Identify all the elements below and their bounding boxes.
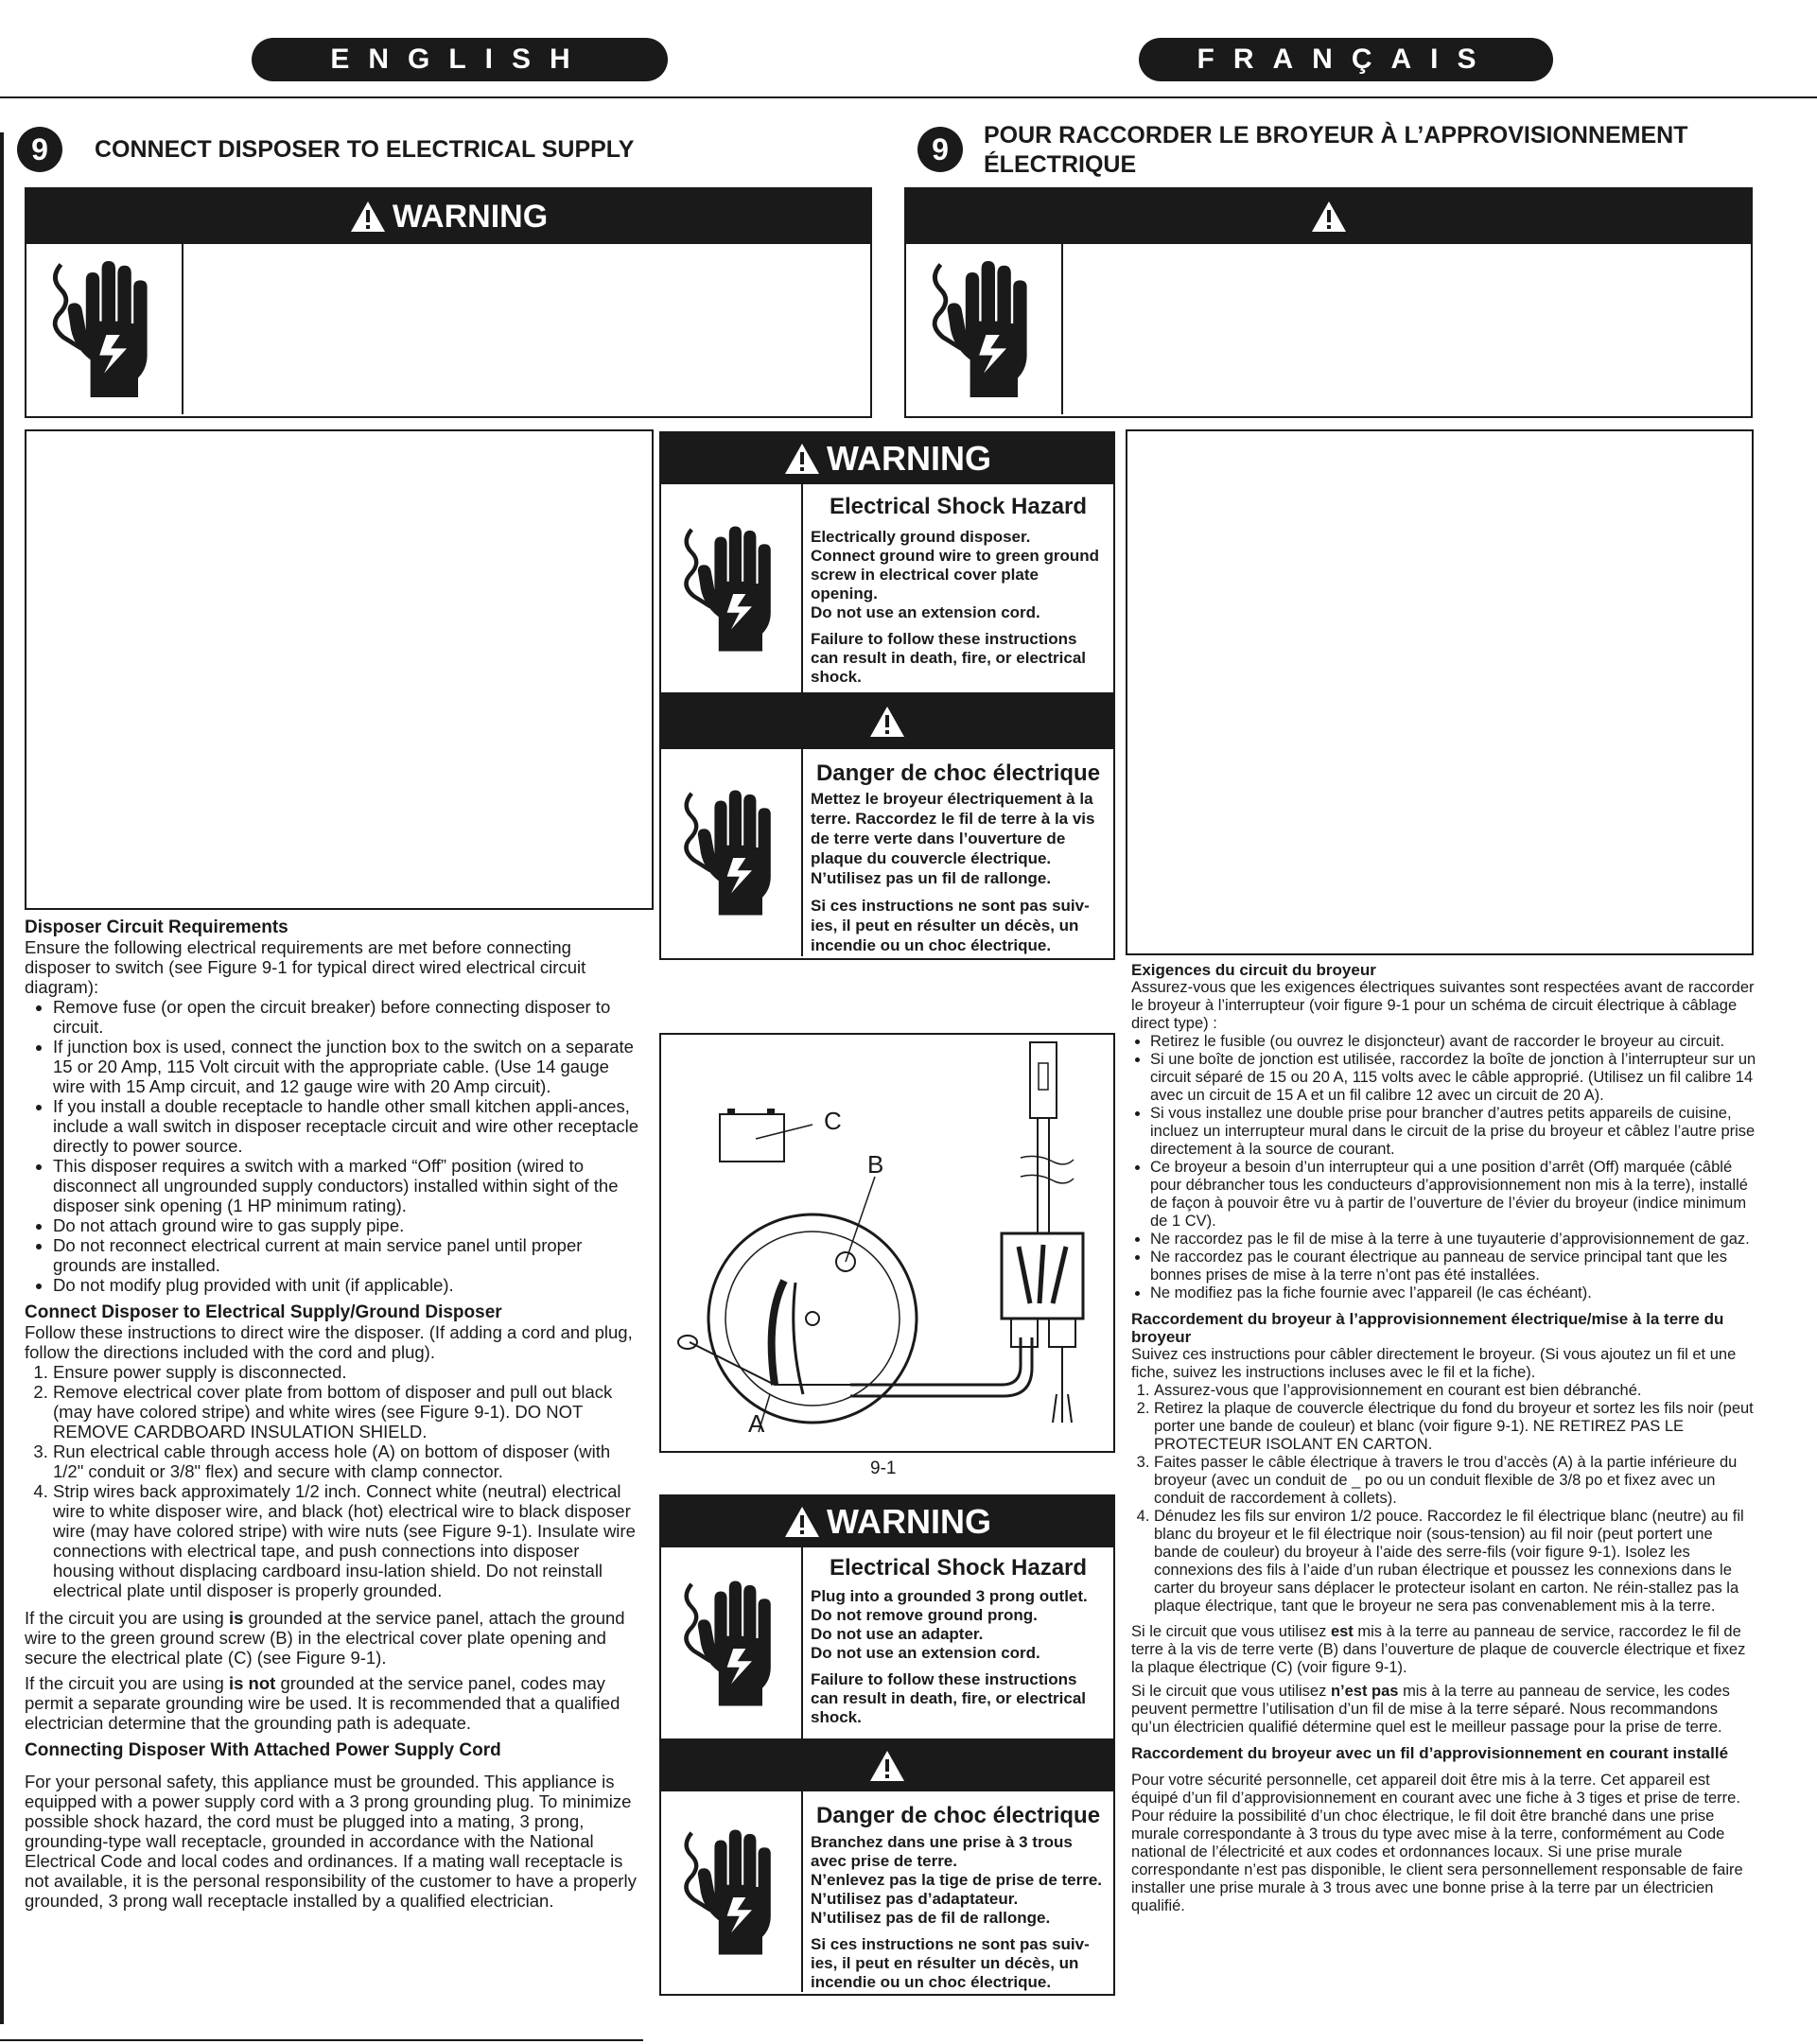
callout-c: C (824, 1107, 842, 1135)
warning-triangle-icon (1310, 200, 1348, 234)
list-item: • Do not attach ground wire to gas supply pipe. (53, 1215, 639, 1235)
list-item: • If junction box is used, connect the junction box to the switch on a separate 15 or 20 Amp, 115 Volt circuit with the appropriate cable. (Use 14 gauge wire with 15 Amp circuit, and 12 gauge wire with 20 Amp circuit). (53, 1037, 639, 1096)
warning-triangle-icon (783, 1505, 821, 1539)
list-item: 3. Run electrical cable through access hole (A) on bottom of disposer (with 1/2" conduit or 3/8" flex) and secure with clamp connector. (53, 1441, 639, 1481)
list-item: 3. Faites passer le câble électrique à travers le trou d’accès (A) à la partie inférieure du broyeur (avec un conduit de _ po ou un conduit flexible de 3/8 po et fixez avec un conduit de raccordement à collets). (1154, 1454, 1759, 1508)
connect-intro: Follow these instructions to direct wire the disposer. (If adding a cord and plug, follow the directions included with the cord and plug). (25, 1322, 633, 1362)
list-item: 4. Strip wires back approximately 1/2 inch. Connect white (neutral) electrical wire to white disposer wire, and black (hot) electrical wire to black disposer wire (may have colored stripe) with wire nuts (see Figure 9-1). Insulate wire connections with electrical tape, and push connections into disposer housing without displacing cardboard insu-lation shield. Do not reinstall electrical plate until disposer is properly grounded. (53, 1481, 639, 1600)
list-item: • If you install a double receptacle to handle other small kitchen appli-ances, include a wall switch in disposer receptacle circuit and wire other receptacle directly to power source. (53, 1096, 639, 1156)
warning-label-en: WARNING (392, 198, 549, 235)
cord-paragraph-fr: Pour votre sécurité personnelle, cet appareil doit être mis à la terre. Cet appareil est équipé d’un fil d’approvisionnement en courant avec une fiche à 3 tiges et prise de terre. Pour réduire la possibilité d’un choc électrique, le fil doit être branché dans une prise murale correspondante à 3 trous du type avec mise à la terre, conformément au Code national de l’électricité et aux codes et ordonnances locaux. Si une prise murale correspondante n’est pas disponible, le client sera personnellement responsable de faire installer une prise murale à 3 trous avec une bonne prise à la terre par un électricien qualifié. (1131, 1772, 1743, 1914)
danger-title-1: Danger de choc électrique (815, 760, 1101, 786)
warning-triangle-icon (868, 1749, 906, 1783)
electrical-shock-hand-icon (906, 244, 1063, 414)
cord-paragraph: For your personal safety, this appliance must be grounded. This appliance is equipped with a power supply cord with a 3 prong grounding plug. To minimize possible shock hazard, the cord must be plugged into a mating, 3 prong, grounding-type wall receptacle, grounded in accordance with the National Electrical Code and local codes and ordinances. If a mating wall receptacle is not available, it is the personal responsibility of the customer to have a properly grounded, 3 prong wall receptacle installed by a qualified electrician. (25, 1772, 637, 1911)
warning-bar-2 (661, 1496, 1113, 1547)
connect-heading: Connect Disposer to Electrical Supply/Ground Disposer (25, 1302, 502, 1322)
electrical-shock-hand-icon (661, 484, 803, 692)
connect-intro-fr: Suivez ces instructions pour câbler directement le broyeur. (Si vous ajoutez un fil et une fiche, suivez les instructions incluses avec le fil et la fiche). (1131, 1346, 1737, 1381)
warning-consequence: Failure to follow these instructions can result in death, fire, or electrical shock. (811, 1670, 1086, 1726)
list-item: 1. Ensure power supply is disconnected. (53, 1362, 639, 1382)
danger-bar-1 (661, 692, 1113, 749)
figure-label: 9-1 (870, 1459, 897, 1478)
english-label: ENGLISH (330, 44, 589, 75)
list-item: • Do not modify plug provided with unit (if applicable). (53, 1275, 639, 1295)
shock-warning-box-2 (659, 1494, 1115, 1996)
warning-line: Connect ground wire to green ground screw in electrical cover plate opening. (811, 547, 1100, 603)
electrical-shock-hand-icon (661, 749, 803, 956)
blank-panel-en (25, 429, 654, 910)
warning-line: Do not use an extension cord. (811, 1644, 1040, 1662)
not-grounded-paragraph-fr: Si le circuit que vous utilisez n’est pas mis à la terre au panneau de service, les codes peuvent permettre l’utilisation d’un fil de mise à la terre séparé. Nous recommandons qu’un électricien qualifié détermine quel est le meilleur passage pour la prise de terre. (1131, 1683, 1730, 1736)
callout-a: A (748, 1409, 765, 1438)
french-language-tab (1139, 38, 1553, 81)
danger-line: N’utilisez pas d’adaptateur. (811, 1890, 1019, 1908)
danger-consequence: Si ces instructions ne sont pas suiv-ies, il peut en résulter un décès, un incendie ou un choc électrique. (811, 1935, 1090, 1991)
not-grounded-paragraph: If the circuit you are using is not grounded at the service panel, codes may permit a separate grounding wire be used. It is recommended that a qualified electrician determine that the grounding path is adequate. (25, 1673, 620, 1733)
connect-steps (25, 1362, 639, 1600)
electrical-shock-hand-icon (661, 1547, 803, 1738)
shock-warning-box-1 (659, 431, 1115, 960)
callout-b: B (867, 1150, 884, 1179)
circuit-requirements-list (25, 997, 639, 1295)
grounded-paragraph-fr: Si le circuit que vous utilisez est mis à la terre au panneau de service, raccordez le fil de terre à la vis de terre verte (B) dans l’ouverture de plaque de couvercle électrique et fixez la plaque électrique (C) (voir figure 9-1). (1131, 1623, 1746, 1676)
list-item: • Si une boîte de jonction est utilisée, raccordez la boîte de jonction à l’interrupteur sur un circuit séparé de 15 ou 20 A, 115 volts avec le câble approprié. (Utilisez un fil calibre 14 avec un circuit de 15 A et un fil calibre 12 avec un circuit de 20 A). (1150, 1051, 1759, 1105)
warning-bar-1 (661, 433, 1113, 484)
english-body (25, 917, 639, 1916)
circuit-requirements-list-fr (1131, 1033, 1759, 1302)
warning-consequence: Failure to follow these instructions can result in death, fire, or electrical shock. (811, 630, 1086, 686)
list-item: • Si vous installez une double prise pour brancher d’autres petits appareils de cuisine, incluez un interrupteur mural dans le circuit de la prise du broyeur et câblez l’autre prise directement à la source de courant. (1150, 1105, 1759, 1159)
connect-steps-fr (1131, 1382, 1759, 1616)
warning-box-fr (904, 187, 1753, 418)
circuit-requirements-intro-fr: Assurez-vous que les exigences électriques suivantes sont respectées avant de raccorder le broyeur à l’interrupteur (voir figure 9-1 pour un schéma de circuit électrique à câblage direct type) : (1131, 979, 1755, 1032)
warning-label-1: WARNING (827, 439, 991, 478)
shock-hazard-title-2: Electrical Shock Hazard (829, 1555, 1088, 1581)
list-item: • Ce broyeur a besoin d’un interrupteur qui a une position d’arrêt (Off) marquée (câblé pour débrancher tous les conducteurs d’approvisionnement non mis à la terre), installé de façon à pouvoir être vu à partir de l’ouverture de l’évier du broyeur (indice minimum de 1 CV). (1150, 1159, 1759, 1231)
list-item: • Ne modifiez pas la fiche fournie avec l’appareil (le cas échéant). (1150, 1284, 1759, 1302)
danger-title-2: Danger de choc électrique (815, 1803, 1101, 1828)
list-item: • This disposer requires a switch with a marked “Off” position (wired to disconnect all ungrounded supply conductors) installed within sight of the disposer sink opening (1 HP minimum rating). (53, 1156, 639, 1215)
header-divider (0, 96, 1817, 98)
warning-line: Plug into a grounded 3 prong outlet. Do not remove ground prong. (811, 1587, 1088, 1624)
figure-9-1 (659, 1033, 1115, 1453)
danger-line: N’utilisez pas un fil de rallonge. (811, 869, 1052, 887)
list-item: • Do not reconnect electrical current at main service panel until proper grounds are installed. (53, 1235, 639, 1275)
warning-line: Electrically ground disposer. (811, 528, 1031, 546)
danger-line: Mettez le broyeur électriquement à la terre. Raccordez le fil de terre à la vis de terre verte dans l’ouverture de plaque du couvercle électrique. (811, 790, 1095, 867)
blank-panel-fr (1126, 429, 1754, 955)
left-margin-bar (0, 132, 4, 2024)
cord-heading: Connecting Disposer With Attached Power Supply Cord (25, 1740, 501, 1760)
warning-label-2: WARNING (827, 1502, 991, 1541)
danger-line: N’enlevez pas la tige de prise de terre. (811, 1871, 1103, 1889)
warning-bar-fr (906, 189, 1751, 244)
electrical-shock-hand-icon (661, 1791, 803, 1992)
danger-line: Branchez dans une prise à 3 trous avec prise de terre. (811, 1833, 1073, 1870)
warning-line: Do not use an extension cord. (811, 603, 1040, 621)
shock-hazard-title-1: Electrical Shock Hazard (829, 494, 1088, 519)
step-title-fr: POUR RACCORDER LE BROYEUR À L’APPROVISIONNEMENT ÉLECTRIQUE (984, 122, 1688, 178)
danger-bar-2 (661, 1738, 1113, 1791)
french-label: FRANÇAIS (1197, 44, 1495, 75)
english-language-tab (252, 38, 668, 81)
list-item: • Remove fuse (or open the circuit breaker) before connecting disposer to circuit. (53, 997, 639, 1037)
warning-triangle-icon (868, 705, 906, 739)
electrical-shock-hand-icon (26, 244, 183, 414)
circuit-requirements-heading: Disposer Circuit Requirements (25, 917, 288, 937)
connect-heading-fr: Raccordement du broyeur à l’approvisionnement électrique/mise à la terre du broyeur (1131, 1310, 1724, 1346)
danger-line: N’utilisez pas de fil de rallonge. (811, 1909, 1051, 1927)
list-item: • Retirez le fusible (ou ouvrez le disjoncteur) avant de raccorder le broyeur au circuit. (1150, 1033, 1759, 1051)
wiring-diagram (661, 1035, 1113, 1451)
warning-triangle-icon (783, 442, 821, 476)
warning-box-en (25, 187, 872, 418)
grounded-paragraph: If the circuit you are using is grounded at the service panel, attach the ground wire to the green ground screw (B) in the electrical cover plate opening and secure the electrical plate (C) (see Figure 9-1). (25, 1608, 625, 1668)
list-item: • Ne raccordez pas le courant électrique au panneau de service principal tant que les bonnes prises de mise à la terre n’ont pas été installées. (1150, 1249, 1759, 1284)
step-number-fr: 9 (917, 127, 963, 172)
cord-heading-fr: Raccordement du broyeur avec un fil d’approvisionnement en courant installé (1131, 1744, 1729, 1762)
circuit-requirements-intro: Ensure the following electrical requirements are met before connecting disposer to switch (see Figure 9-1 for typical direct wired electrical circuit diagram): (25, 937, 586, 997)
list-item: 2. Retirez la plaque de couvercle électrique du fond du broyeur et sortez les fils noir (peut porter une bande de couleur) et blanc (voir figure 9-1). NE RETIREZ PAS LE PROTECTEUR ISOLANT EN CARTON. (1154, 1400, 1759, 1454)
list-item: 4. Dénudez les fils sur environ 1/2 pouce. Raccordez le fil électrique blanc (neutre) au fil blanc du broyeur et le fil électrique noir (sous-tension) au fil noir (peut portert une bande de couleur) du broyeur à l’aide des serre-fils (voir figure 9-1). Isolez les connexions des fils à l’aide d’un ruban électrique et poussez les connexions dans le carter du broyeur sans déplacer le protecteur isolant en carton. Ne réin-stallez pas la plaque électrique, tant que le broyeur ne sera pas convenablement mis à la terre. (1154, 1508, 1759, 1616)
warning-bar-en (26, 189, 870, 244)
list-item: 2. Remove electrical cover plate from bottom of disposer and pull out black (may have colored stripe) and white wires (see Figure 9-1). DO NOT REMOVE CARDBOARD INSULATION SHIELD. (53, 1382, 639, 1441)
list-item: • Ne raccordez pas le fil de mise à la terre à une tuyauterie d’approvisionnement de gaz. (1150, 1231, 1759, 1249)
list-item: 1. Assurez-vous que l’approvisionnement en courant est bien débranché. (1154, 1382, 1759, 1400)
step-title-en: CONNECT DISPOSER TO ELECTRICAL SUPPLY (95, 136, 635, 163)
danger-consequence: Si ces instructions ne sont pas suiv-ies, il peut en résulter un décès, un incendie ou un choc électrique. (811, 897, 1090, 954)
warning-line: Do not use an adapter. (811, 1625, 984, 1643)
circuit-requirements-heading-fr: Exigences du circuit du broyeur (1131, 961, 1376, 979)
footer-rule (0, 2039, 643, 2041)
step-number-en: 9 (17, 127, 62, 172)
french-body (1131, 961, 1759, 1921)
warning-triangle-icon (349, 200, 387, 234)
